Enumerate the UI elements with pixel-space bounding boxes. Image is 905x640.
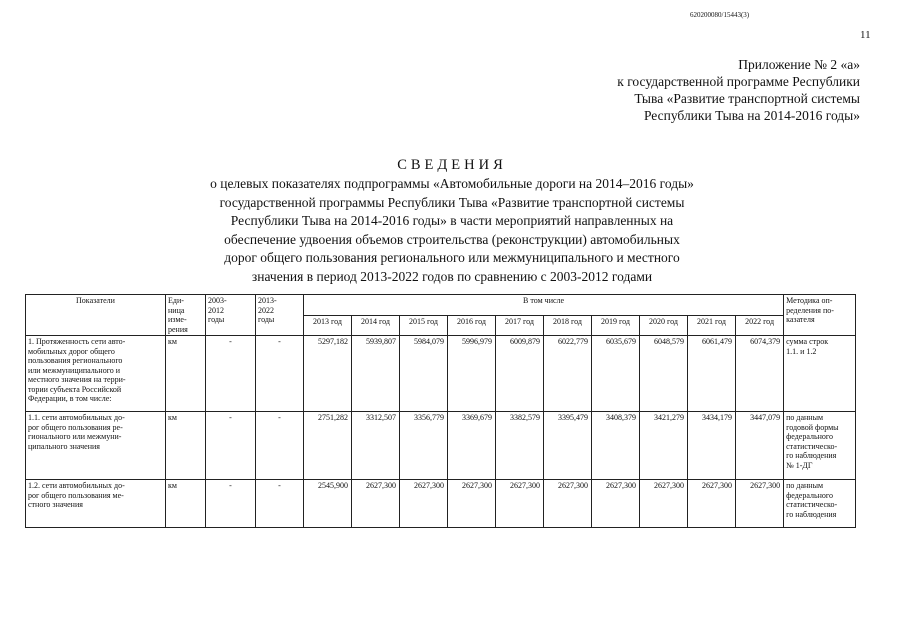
header-year: 2018 год xyxy=(544,315,592,336)
page-number: 11 xyxy=(860,29,871,41)
row-period-2003: - xyxy=(206,336,256,412)
row-value: 2627,300 xyxy=(736,480,784,528)
row-value: 6048,579 xyxy=(640,336,688,412)
row-value: 2627,300 xyxy=(544,480,592,528)
row-value: 2627,300 xyxy=(352,480,400,528)
appendix-block xyxy=(500,56,860,124)
table-row xyxy=(26,412,856,480)
heading-line: Республики Тыва на 2014-2016 годы» в части мероприятий направленных на xyxy=(230,213,674,228)
table-row xyxy=(26,336,856,412)
heading-line: государственной программы Республики Тыва «Развитие транспортной системы xyxy=(219,194,685,210)
header-period-2013: 2013- 2022 годы xyxy=(256,295,304,336)
header-method: Методика оп- ределения по- казателя xyxy=(784,295,856,336)
row-value: 5297,182 xyxy=(304,336,352,412)
header-indicator: Показатели xyxy=(26,295,166,336)
row-value: 2627,300 xyxy=(496,480,544,528)
row-value: 3356,779 xyxy=(400,412,448,480)
heading-line: дорог общего пользования регионального или межмуниципального и местного xyxy=(224,250,680,265)
row-value: 3395,479 xyxy=(544,412,592,480)
row-value: 3408,379 xyxy=(592,412,640,480)
row-value: 2627,300 xyxy=(448,480,496,528)
heading-line: обеспечение удвоения объемов строительства (реконструкции) автомобильных xyxy=(224,231,680,247)
row-value: 3382,579 xyxy=(496,412,544,480)
table-row xyxy=(26,480,856,528)
heading-subtitle xyxy=(150,175,754,286)
row-method: по данным годовой формы федерального статистическо- го наблюдения № 1-ДГ xyxy=(784,412,856,480)
header-year: 2021 год xyxy=(688,315,736,336)
row-period-2013: - xyxy=(256,336,304,412)
row-value: 6009,879 xyxy=(496,336,544,412)
row-value: 6074,379 xyxy=(736,336,784,412)
header-year: 2013 год xyxy=(304,315,352,336)
row-period-2013: - xyxy=(256,480,304,528)
indicators-table xyxy=(25,294,856,528)
table-header-row xyxy=(26,295,856,316)
document-code: 620200080/15443(3) xyxy=(690,11,750,19)
header-period-2003: 2003- 2012 годы xyxy=(206,295,256,336)
header-year: 2015 год xyxy=(400,315,448,336)
row-value: 3369,679 xyxy=(448,412,496,480)
row-indicator: 1.1. сети автомобильных до- рог общего пользования ре- гионального или межмуни- ципального значения xyxy=(26,412,166,480)
appendix-line: Приложение № 2 «а» xyxy=(738,57,860,72)
header-including: В том числе xyxy=(304,295,784,316)
heading-title: СВЕДЕНИЯ xyxy=(397,157,507,173)
heading-line: значения в период 2013-2022 годов по сравнению с 2003-2012 годами xyxy=(251,268,653,284)
row-method: сумма строк 1.1. и 1.2 xyxy=(784,336,856,412)
appendix-line: Тыва «Развитие транспортной системы xyxy=(634,91,860,106)
row-value: 5984,079 xyxy=(400,336,448,412)
appendix-line: к государственной программе Республики xyxy=(617,74,860,89)
row-value: 2751,282 xyxy=(304,412,352,480)
document-heading xyxy=(150,156,754,286)
row-unit: км xyxy=(166,336,206,412)
row-value: 5939,807 xyxy=(352,336,400,412)
row-value: 6022,779 xyxy=(544,336,592,412)
header-unit: Еди- ница изме- рения xyxy=(166,295,206,336)
heading-line: о целевых показателях подпрограммы «Автомобильные дороги на 2014–2016 годы» xyxy=(210,176,694,191)
header-year: 2016 год xyxy=(448,315,496,336)
row-value: 2627,300 xyxy=(688,480,736,528)
row-value: 2627,300 xyxy=(592,480,640,528)
row-period-2013: - xyxy=(256,412,304,480)
row-value: 6061,479 xyxy=(688,336,736,412)
row-value: 2627,300 xyxy=(640,480,688,528)
header-year: 2022 год xyxy=(736,315,784,336)
row-value: 5996,979 xyxy=(448,336,496,412)
row-value: 3421,279 xyxy=(640,412,688,480)
row-value: 3312,507 xyxy=(352,412,400,480)
row-period-2003: - xyxy=(206,412,256,480)
row-value: 6035,679 xyxy=(592,336,640,412)
row-period-2003: - xyxy=(206,480,256,528)
header-year: 2020 год xyxy=(640,315,688,336)
row-indicator: 1.2. сети автомобильных до- рог общего пользования ме- стного значения xyxy=(26,480,166,528)
row-method: по данным федерального статистическо- го наблюдения xyxy=(784,480,856,528)
header-year: 2014 год xyxy=(352,315,400,336)
header-year: 2019 год xyxy=(592,315,640,336)
appendix-line: Республики Тыва на 2014-2016 годы» xyxy=(643,108,860,123)
row-value: 2627,300 xyxy=(400,480,448,528)
row-indicator: 1. Протяженность сети авто- мобильных дорог общего пользования регионального или межмуниципального и местного значения на терри- тории субъекта Российской Федерации, в том числе: xyxy=(26,336,166,412)
row-value: 3434,179 xyxy=(688,412,736,480)
row-value: 3447,079 xyxy=(736,412,784,480)
row-unit: км xyxy=(166,412,206,480)
row-unit: км xyxy=(166,480,206,528)
row-value: 2545,900 xyxy=(304,480,352,528)
header-year: 2017 год xyxy=(496,315,544,336)
